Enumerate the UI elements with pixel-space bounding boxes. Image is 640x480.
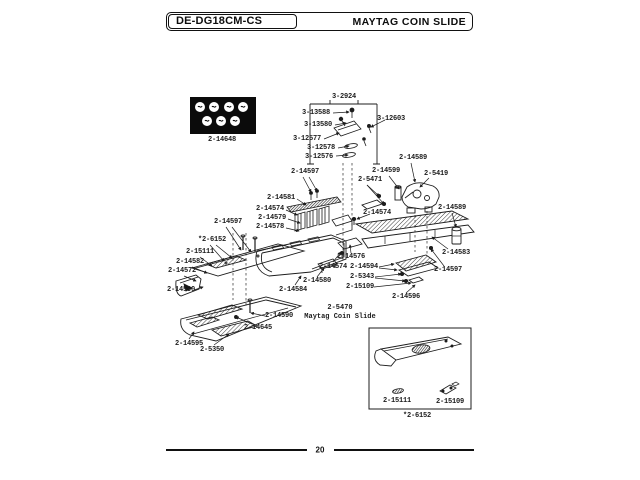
part-callout: 2-14590 xyxy=(166,286,196,294)
part-callout: 3-2924 xyxy=(331,93,357,101)
caption-part-name: Maytag Coin Slide xyxy=(304,313,376,321)
part-callout: 2-14597 xyxy=(433,266,463,274)
part-callout: 2-5419 xyxy=(423,170,449,178)
part-callout: 2-14594 xyxy=(349,263,379,271)
part-callout: 2-15109 xyxy=(435,398,465,406)
part-callout: 2-14574 xyxy=(255,205,285,213)
part-callout: 2-5343 xyxy=(349,273,375,281)
footer-rule-left xyxy=(166,449,307,451)
part-callout: 2-14572 xyxy=(167,267,197,275)
part-callout: 2-14578 xyxy=(255,223,285,231)
part-callout: 2-14583 xyxy=(441,249,471,257)
part-callout: 3-12577 xyxy=(292,135,322,143)
part-callout: 2-14648 xyxy=(207,136,237,144)
part-callout: 2-14595 xyxy=(174,340,204,348)
page-title: MAYTAG COIN SLIDE xyxy=(352,15,466,28)
part-callout: 3-12603 xyxy=(376,115,406,123)
part-callout: 2-14597 xyxy=(290,168,320,176)
part-callout: 2-14582 xyxy=(175,258,205,266)
part-callout: 2-14596 xyxy=(391,293,421,301)
part-callout: *2-6152 xyxy=(197,236,227,244)
part-callout: 3-12578 xyxy=(306,144,336,152)
part-callout: 2-15109 xyxy=(345,283,375,291)
part-callout: 2-14579 xyxy=(257,214,287,222)
footer-rule-right xyxy=(334,449,474,451)
part-callout: 2-14580 xyxy=(302,277,332,285)
part-callout: 2-14590 xyxy=(264,312,294,320)
part-callout: 2-14576 xyxy=(336,253,366,261)
part-callout: 2-5471 xyxy=(357,176,383,184)
part-callout: 3-12576 xyxy=(304,153,334,161)
part-callout: 3-13580 xyxy=(303,121,333,129)
part-callout: 2-14574 xyxy=(362,209,392,217)
part-callout: *2-6152 xyxy=(402,412,432,420)
part-callout: 3-13588 xyxy=(301,109,331,117)
part-callout: 2-15111 xyxy=(185,248,215,256)
part-callout: 2-14599 xyxy=(371,167,401,175)
part-callout: 2-15111 xyxy=(382,397,412,405)
part-callout: 2-14589 xyxy=(398,154,428,162)
part-callout: 2-14581 xyxy=(266,194,296,202)
part-callout: 2-14584 xyxy=(278,286,308,294)
part-callout: 2-5350 xyxy=(199,346,225,354)
part-callout: 2-14597 xyxy=(213,218,243,226)
model-number: DE-DG18CM-CS xyxy=(168,14,297,29)
caption-part-number: 2-5470 xyxy=(327,304,353,312)
part-callout: 2-14589 xyxy=(437,204,467,212)
part-callout: 2-14645 xyxy=(243,324,273,332)
page-number: 20 xyxy=(315,445,325,455)
part-callout: 2-14574 xyxy=(318,263,348,271)
